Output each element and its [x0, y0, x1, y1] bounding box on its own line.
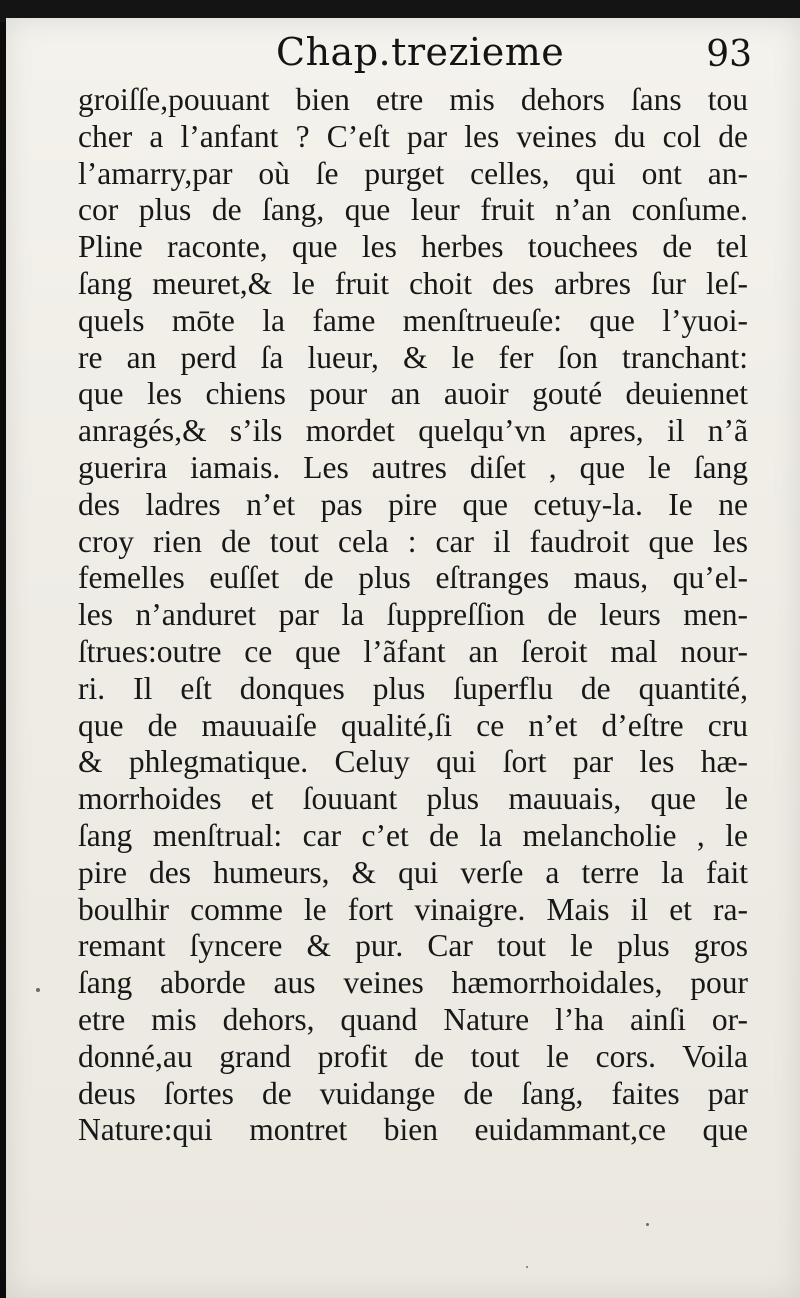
text-line: ſang menſtrual: car c’et de la melancholie , le: [78, 817, 748, 853]
text-line: ſtrues:outre ce que l’ãfant an ſeroit mal nour-: [78, 633, 748, 669]
text-line: guerira iamais. Les autres diſet , que le ſang: [78, 449, 748, 485]
running-head: Chap.trezieme: [276, 30, 565, 74]
text-line: quels mōte la fame menſtrueuſe: que l’yuoi-: [78, 302, 748, 338]
text-line: femelles euſſet de plus eſtranges maus, qu’el-: [78, 560, 748, 596]
body-text: [78, 82, 748, 1149]
text-line: des ladres n’et pas pire que cetuy-la. Ie ne: [78, 486, 748, 522]
page-header: [6, 30, 800, 80]
text-line: les n’anduret par la ſuppreſſion de leurs men-: [78, 597, 748, 633]
ink-speck: [36, 988, 40, 992]
text-line: l’amarry,par où ſe purget celles, qui ont an-: [78, 155, 748, 191]
text-line: re an perd ſa lueur, & le fer ſon tranchant:: [78, 339, 748, 375]
ink-speck: [646, 1223, 649, 1226]
text-line: deus ſortes de vuidange de ſang, faites par: [78, 1075, 748, 1111]
page-number: 93: [706, 34, 752, 75]
text-line: etre mis dehors, quand Nature l’ha ainſi or-: [78, 1001, 748, 1037]
text-line: & phlegmatique. Celuy qui ſort par les hæ-: [78, 744, 748, 780]
text-line: croy rien de tout cela : car il faudroit que les: [78, 523, 748, 559]
text-line: ſang aborde aus veines hæmorrhoidales, pour: [78, 965, 748, 1001]
text-line: morrhoides et ſouuant plus mauuais, que le: [78, 781, 748, 817]
text-line: anragés,& s’ils mordet quelqu’vn apres, il n’ã: [78, 413, 748, 449]
text-line: Pline raconte, que les herbes touchees de tel: [78, 229, 748, 265]
text-line: cher a l’anfant ? C’eſt par les veines du col de: [78, 118, 748, 154]
text-line: cor plus de ſang, que leur fruit n’an conſume.: [78, 192, 748, 228]
text-line: ſang meuret,& le fruit choit des arbres ſur leſ-: [78, 265, 748, 301]
text-line: groiſſe,pouuant bien etre mis dehors ſans tou: [78, 82, 748, 117]
text-line: boulhir comme le fort vinaigre. Mais il et ra-: [78, 891, 748, 927]
text-line: pire des humeurs, & qui verſe a terre la fait: [78, 854, 748, 890]
text-line: remant ſyncere & pur. Car tout le plus gros: [78, 928, 748, 964]
text-line: que les chiens pour an auoir gouté deuiennet: [78, 376, 748, 412]
text-line: donné,au grand profit de tout le cors. Voila: [78, 1038, 748, 1074]
ink-speck: [526, 1266, 528, 1268]
text-line: que de mauuaiſe qualité,ſi ce n’et d’eſtre cru: [78, 707, 748, 743]
text-line: Nature:qui montret bien euidammant,ce que: [78, 1112, 748, 1148]
text-line: ri. Il eſt donques plus ſuperflu de quantité,: [78, 670, 748, 706]
book-page: [6, 18, 800, 1298]
